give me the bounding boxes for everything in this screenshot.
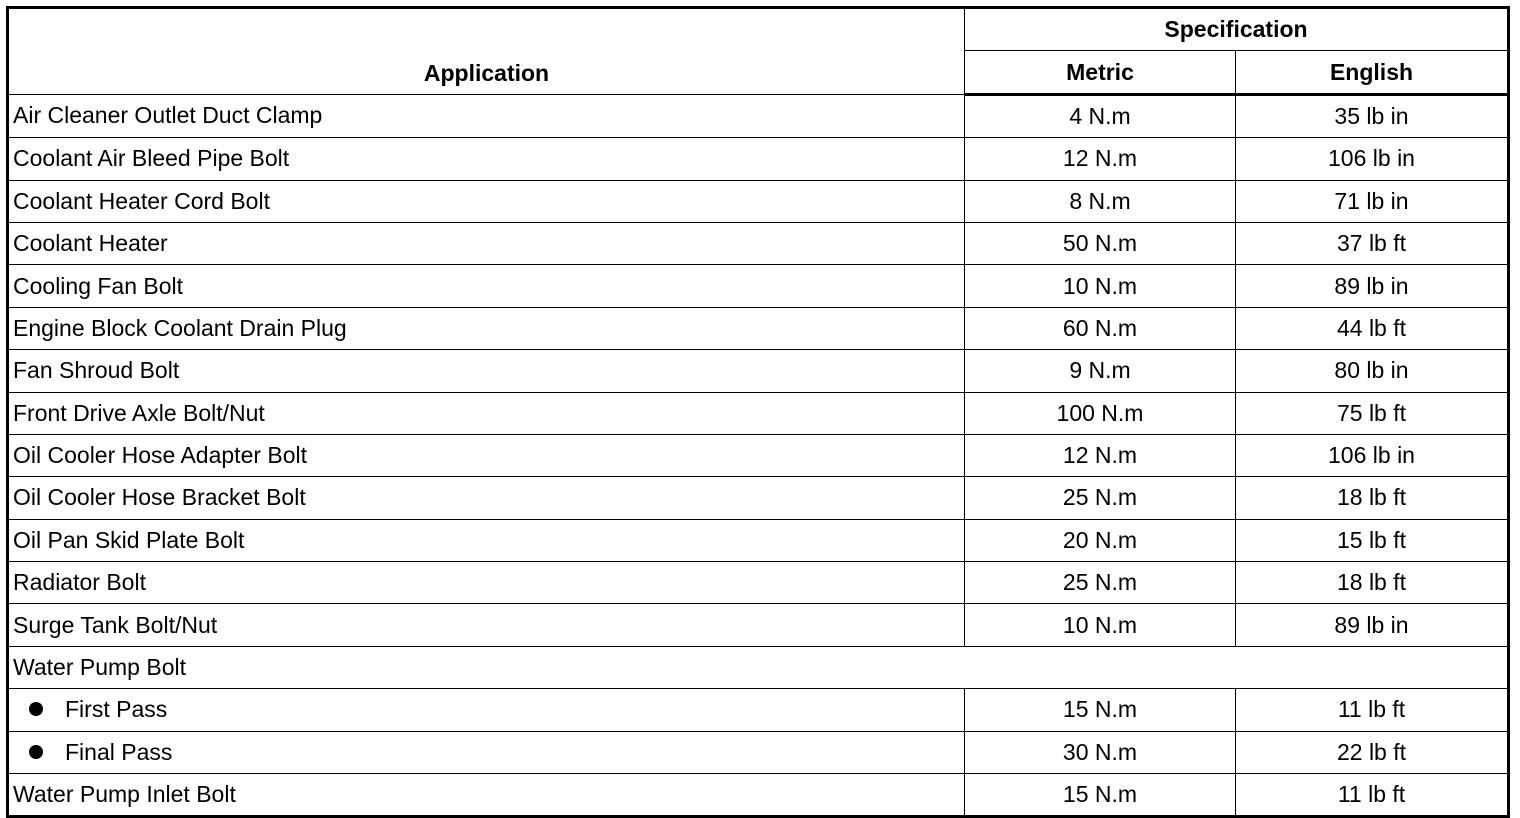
application-cell (8, 519, 965, 561)
application-cell (8, 265, 965, 307)
application-cell (8, 434, 965, 476)
english-value: 71 lb in (1236, 180, 1509, 222)
table-row (8, 604, 1509, 646)
application-label: Coolant Heater (13, 230, 168, 257)
application-label: Coolant Air Bleed Pipe Bolt (13, 145, 290, 172)
application-label: Engine Block Coolant Drain Plug (13, 314, 347, 341)
metric-value: 8 N.m (965, 180, 1236, 222)
application-cell (8, 774, 965, 817)
english-value: 80 lb in (1236, 350, 1509, 392)
table-row (8, 307, 1509, 349)
metric-value: 15 N.m (965, 689, 1236, 731)
table-row (8, 138, 1509, 180)
application-cell (8, 307, 965, 349)
group-heading-cell (8, 646, 1509, 688)
application-label: Water Pump Inlet Bolt (13, 781, 236, 808)
metric-value: 100 N.m (965, 392, 1236, 434)
application-cell (8, 562, 965, 604)
application-cell (8, 689, 965, 731)
metric-value: 12 N.m (965, 434, 1236, 476)
english-value: 22 lb ft (1236, 731, 1509, 773)
table-row (8, 434, 1509, 476)
header-row-top (8, 8, 1509, 51)
table-row (8, 519, 1509, 561)
english-value: 18 lb ft (1236, 477, 1509, 519)
english-value: 11 lb ft (1236, 689, 1509, 731)
header-application-label: Application (423, 59, 550, 86)
english-value: 37 lb ft (1236, 222, 1509, 264)
english-value: 106 lb in (1236, 138, 1509, 180)
metric-value: 60 N.m (965, 307, 1236, 349)
english-value: 35 lb in (1236, 94, 1509, 137)
metric-value: 12 N.m (965, 138, 1236, 180)
application-cell (8, 731, 965, 773)
table-row (8, 350, 1509, 392)
application-cell (8, 180, 965, 222)
english-value: 18 lb ft (1236, 562, 1509, 604)
table-row (8, 646, 1509, 688)
english-value: 44 lb ft (1236, 307, 1509, 349)
application-label: Oil Cooler Hose Bracket Bolt (13, 484, 306, 511)
table-row (8, 689, 1509, 731)
bullet-icon (29, 745, 43, 759)
metric-value: 25 N.m (965, 477, 1236, 519)
application-cell (8, 604, 965, 646)
table-body (8, 94, 1509, 817)
metric-value: 10 N.m (965, 265, 1236, 307)
application-cell (8, 477, 965, 519)
application-label: Radiator Bolt (13, 569, 146, 596)
table-row (8, 477, 1509, 519)
application-label: Coolant Heater Cord Bolt (13, 187, 270, 214)
english-value: 89 lb in (1236, 604, 1509, 646)
metric-value: 10 N.m (965, 604, 1236, 646)
metric-value: 30 N.m (965, 731, 1236, 773)
application-cell (8, 392, 965, 434)
application-label: Oil Cooler Hose Adapter Bolt (13, 442, 308, 469)
application-label: Oil Pan Skid Plate Bolt (13, 526, 245, 553)
english-value: 11 lb ft (1236, 774, 1509, 817)
english-value: 106 lb in (1236, 434, 1509, 476)
application-label: Fan Shroud Bolt (13, 357, 180, 384)
table-row (8, 562, 1509, 604)
application-label: First Pass (65, 696, 168, 723)
table-row (8, 180, 1509, 222)
metric-value: 25 N.m (965, 562, 1236, 604)
metric-value: 20 N.m (965, 519, 1236, 561)
table-row (8, 774, 1509, 817)
table-row (8, 731, 1509, 773)
metric-value: 9 N.m (965, 350, 1236, 392)
english-value: 75 lb ft (1236, 392, 1509, 434)
header-specification: Specification (965, 8, 1509, 51)
application-label: Air Cleaner Outlet Duct Clamp (13, 102, 323, 129)
torque-spec-table (6, 6, 1510, 818)
table-row (8, 392, 1509, 434)
metric-value: 50 N.m (965, 222, 1236, 264)
header-english: English (1236, 51, 1509, 94)
table-header (8, 8, 1509, 95)
header-metric: Metric (965, 51, 1236, 94)
application-label: Surge Tank Bolt/Nut (13, 611, 218, 638)
bullet-icon (29, 702, 43, 716)
application-cell (8, 94, 965, 137)
table-row (8, 94, 1509, 137)
header-application (8, 8, 965, 95)
table-row (8, 265, 1509, 307)
application-cell (8, 350, 965, 392)
application-label: Cooling Fan Bolt (13, 272, 184, 299)
english-value: 89 lb in (1236, 265, 1509, 307)
english-value: 15 lb ft (1236, 519, 1509, 561)
application-cell (8, 222, 965, 264)
application-cell (8, 138, 965, 180)
application-label: Front Drive Axle Bolt/Nut (13, 399, 265, 426)
metric-value: 15 N.m (965, 774, 1236, 817)
application-label: Water Pump Bolt (13, 654, 186, 681)
application-label: Final Pass (65, 738, 173, 765)
metric-value: 4 N.m (965, 94, 1236, 137)
table-row (8, 222, 1509, 264)
